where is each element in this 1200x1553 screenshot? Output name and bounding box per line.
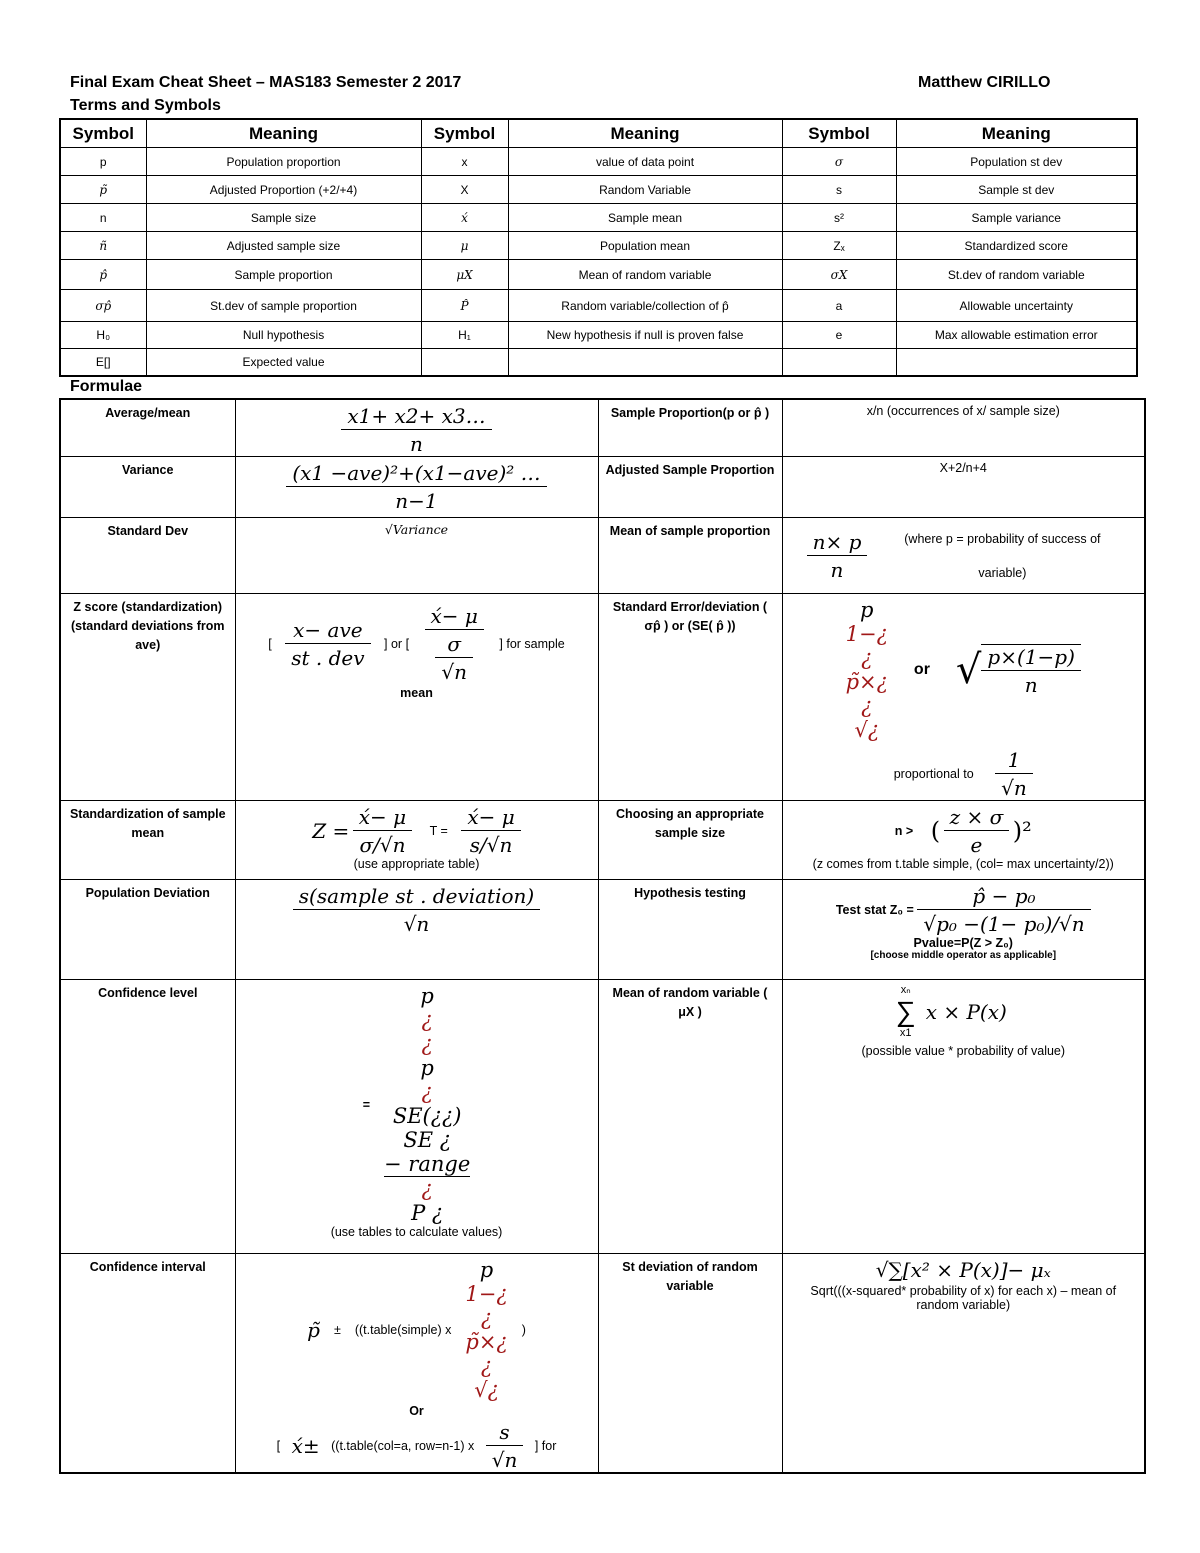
formula-cell xyxy=(235,880,598,980)
formula-label: Mean of random variable ( μX ) xyxy=(598,980,782,1254)
meaning-cell: St.dev of random variable xyxy=(896,260,1137,290)
symbol-cell: e xyxy=(782,322,896,349)
formula-note: (use tables to calculate values) xyxy=(330,1225,503,1239)
formula-label: Mean of sample proportion xyxy=(598,518,782,594)
formula-row xyxy=(60,880,1145,980)
formula-cell: Test stat Z₀ = $\frac{\text{p̂ − p₀}}{\text{√p₀ −(1− p₀)/√n}}$ Pvalue=P(Z > Z₀) [choose middle operator as applicable] xyxy=(782,880,1145,980)
formula-note: mean xyxy=(400,686,433,700)
formula-cell: Z = $\frac{x́- \mu}{\sigma/√n}$ T = $\frac{x́- \mu}{s/√n}$ (use appropriate table) xyxy=(235,801,598,880)
column-header: Symbol xyxy=(782,119,896,148)
confidence-level-stack: p ¿ ¿ p ¿ SE(¿¿) SE ¿ − range ¿ P ¿ xyxy=(384,984,471,1225)
formula-label: Average/mean xyxy=(60,399,235,457)
standardization-t-formula: $\frac{x́- \mu}{s/√n}$ xyxy=(461,805,520,857)
meaning-cell xyxy=(896,349,1137,376)
meaning-cell: Adjusted Proportion (+2/+4) xyxy=(146,176,421,204)
meaning-cell: Population st dev xyxy=(896,148,1137,176)
symbol-cell: σp̂ xyxy=(60,290,146,322)
formula-label: Sample Proportion(p or p̂ ) xyxy=(598,399,782,457)
symbol-cell: P̂ xyxy=(421,290,508,322)
meaning-cell: Population proportion xyxy=(146,148,421,176)
meaning-cell: Sample proportion xyxy=(146,260,421,290)
meaning-cell: Null hypothesis xyxy=(146,322,421,349)
formula-row xyxy=(60,399,1145,457)
symbol-cell: p xyxy=(60,148,146,176)
symbol-cell: n xyxy=(60,204,146,232)
meaning-cell: Population mean xyxy=(508,232,782,260)
formula-cell xyxy=(235,399,598,457)
meaning-cell: Sample size xyxy=(146,204,421,232)
formula-label: Standardization of sample mean xyxy=(60,801,235,880)
formula-row xyxy=(60,1254,1145,1474)
meaning-cell: New hypothesis if null is proven false xyxy=(508,322,782,349)
symbol-cell: ñ xyxy=(60,232,146,260)
formula-cell: p̃ ± ((t.table(simple) x p 1−¿ ¿ p̃×¿ ¿ √¿ ) Or [ x́± ((t.table(col=a, row=n-1) x $\frac{s}{√n}$ ] for xyxy=(235,1254,598,1474)
meaning-cell: value of data point xyxy=(508,148,782,176)
formula-label: Population Deviation xyxy=(60,880,235,980)
formula-cell xyxy=(782,980,1145,1254)
column-header: Symbol xyxy=(421,119,508,148)
terms-header-row xyxy=(60,119,1137,148)
meaning-cell: Max allowable estimation error xyxy=(896,322,1137,349)
formula-cell: = p ¿ ¿ p ¿ SE(¿¿) SE ¿ − range ¿ P ¿ (use tables to calculate values) xyxy=(235,980,598,1254)
formula-label: Confidence level xyxy=(60,980,235,1254)
table-row xyxy=(60,290,1137,322)
z-score-sample-formula: $\frac{x́- \mu}{\frac{\sigma}{√n}}$ xyxy=(425,604,484,684)
formula-note: (z comes from t.table simple, (col= max uncertainty/2)) xyxy=(812,857,1114,871)
test-statistic-formula: $\frac{\text{p̂ − p₀}}{\text{√p₀ −(1− p₀)/√n}}$ xyxy=(917,884,1090,936)
variance-formula: $\frac{\text{(x1 −ave)²+(x1−ave)² …}}{n-1}$ xyxy=(286,461,546,513)
symbol-cell: X xyxy=(421,176,508,204)
terms-table xyxy=(59,118,1138,377)
formula-row xyxy=(60,801,1145,880)
formula-cell xyxy=(782,518,1145,594)
table-row xyxy=(60,349,1137,376)
meaning-cell: Sample mean xyxy=(508,204,782,232)
standard-error-stack: p 1−¿ ¿ p̃×¿ ¿ √¿ xyxy=(845,598,888,742)
table-row xyxy=(60,232,1137,260)
sample-size-formula: $\frac{z \times \sigma}{e}$ xyxy=(944,805,1010,857)
symbol-cell: x xyxy=(421,148,508,176)
table-row xyxy=(60,148,1137,176)
confidence-interval-formula: $\frac{s}{√n}$ xyxy=(486,1420,524,1472)
symbol-cell: Zₓ xyxy=(782,232,896,260)
formula-cell xyxy=(235,457,598,518)
author-name: Matthew CIRILLO xyxy=(918,74,1051,91)
meaning-cell: Sample st dev xyxy=(896,176,1137,204)
meaning-cell: Random variable/collection of p̂ xyxy=(508,290,782,322)
meaning-cell: Sample variance xyxy=(896,204,1137,232)
table-row xyxy=(60,176,1137,204)
symbol-cell xyxy=(782,349,896,376)
meaning-cell xyxy=(508,349,782,376)
z-score-formula: $\frac{\text{x− ave}}{\text{st . dev}}$ xyxy=(285,618,370,670)
std-dev-formula: √Variance xyxy=(235,518,598,594)
table-row xyxy=(60,260,1137,290)
meaning-cell: Expected value xyxy=(146,349,421,376)
symbol-cell: a xyxy=(782,290,896,322)
formula-label: Confidence interval xyxy=(60,1254,235,1474)
formulae-table xyxy=(59,398,1146,1474)
symbol-cell: H₁ xyxy=(421,322,508,349)
column-header: Meaning xyxy=(508,119,782,148)
formula-label: Choosing an appropriate sample size xyxy=(598,801,782,880)
formula-note: (where p = probability of success of variable) xyxy=(904,532,1101,580)
table-row xyxy=(60,204,1137,232)
formula-label: Adjusted Sample Proportion xyxy=(598,457,782,518)
formula-label: Z score (standardization) (standard deviations from ave) xyxy=(60,594,235,801)
formula-cell: [ $\frac{\text{x− ave}}{\text{st . dev}}$ ] or [ $\frac{x́- \mu}{\frac{\sigma}{√n}}$ ] for sample mean xyxy=(235,594,598,801)
terms-heading: Terms and Symbols xyxy=(70,97,221,114)
column-header: Meaning xyxy=(896,119,1137,148)
formula-row xyxy=(60,518,1145,594)
proportional-formula: $\frac{1}{√n}$ xyxy=(995,748,1033,800)
sum-symbol: xₙ ∑ x1 xyxy=(895,984,916,1039)
meaning-cell: Adjusted sample size xyxy=(146,232,421,260)
std-dev-random-variable-formula: √∑[x² × P(x)]− μₓ xyxy=(875,1258,1051,1282)
formula-row xyxy=(60,594,1145,801)
symbol-cell: p̃ xyxy=(60,176,146,204)
page-title: Final Exam Cheat Sheet – MAS183 Semester 2 2017 xyxy=(70,74,462,91)
symbol-cell: μ xyxy=(421,232,508,260)
formula-label: Standard Dev xyxy=(60,518,235,594)
formulae-heading: Formulae xyxy=(70,378,143,395)
formula-label: Hypothesis testing xyxy=(598,880,782,980)
formula-cell: p 1−¿ ¿ p̃×¿ ¿ √¿ or √ $\frac{p\times(1-p)}{n}$ proportional to $\frac{1}{√n}$ xyxy=(782,594,1145,801)
symbol-cell: x́ xyxy=(421,204,508,232)
symbol-cell: H₀ xyxy=(60,322,146,349)
formula-cell: x/n (occurrences of x/ sample size) xyxy=(782,399,1145,457)
symbol-cell: E[] xyxy=(60,349,146,376)
standard-error-formula: √ $\frac{p\times(1-p)}{n}$ xyxy=(956,644,1081,697)
table-row xyxy=(60,322,1137,349)
formula-row xyxy=(60,980,1145,1254)
column-header: Meaning xyxy=(146,119,421,148)
meaning-cell: Allowable uncertainty xyxy=(896,290,1137,322)
standardization-z-formula: $\frac{x́- \mu}{\sigma/√n}$ xyxy=(353,805,412,857)
average-formula: $\frac{x1+ x2+ x3\dots}{n}$ xyxy=(341,404,491,456)
symbol-cell: s xyxy=(782,176,896,204)
formula-label: Variance xyxy=(60,457,235,518)
population-deviation-formula: $\frac{\text{s(sample st . deviation)}}{√n}$ xyxy=(293,884,540,936)
meaning-cell: Random Variable xyxy=(508,176,782,204)
symbol-cell: μX xyxy=(421,260,508,290)
p-value: Pvalue=P(Z > Z₀) xyxy=(913,936,1013,950)
symbol-cell: σ xyxy=(782,148,896,176)
formula-cell xyxy=(782,1254,1145,1474)
formula-label: St deviation of random variable xyxy=(598,1254,782,1474)
meaning-cell: Mean of random variable xyxy=(508,260,782,290)
formula-cell: X+2/n+4 xyxy=(782,457,1145,518)
formula-note: [choose middle operator as applicable] xyxy=(870,950,1057,961)
confidence-interval-stack: p 1−¿ ¿ p̃×¿ ¿ √¿ xyxy=(465,1258,508,1402)
formula-note: Sqrt(((x-squared* probability of x) for each x) – mean of random variable) xyxy=(810,1284,1117,1312)
formula-note: (use appropriate table) xyxy=(353,857,480,871)
meaning-cell: St.dev of sample proportion xyxy=(146,290,421,322)
formula-note: (possible value * probability of value) xyxy=(861,1044,1066,1058)
formula-row xyxy=(60,457,1145,518)
column-header: Symbol xyxy=(60,119,146,148)
formula-label: Standard Error/deviation ( σp̂ ) or (SE( p̂ )) xyxy=(598,594,782,801)
symbol-cell xyxy=(421,349,508,376)
mean-sample-proportion-formula: $\frac{n\times p}{n}$ xyxy=(807,530,868,582)
symbol-cell: s² xyxy=(782,204,896,232)
meaning-cell: Standardized score xyxy=(896,232,1137,260)
symbol-cell: p̂ xyxy=(60,260,146,290)
mean-random-variable-formula: x × P(x) xyxy=(925,1000,1007,1024)
symbol-cell: σX xyxy=(782,260,896,290)
formula-cell: n > ( $\frac{z \times \sigma}{e}$ )² (z comes from t.table simple, (col= max uncertainty/2)) xyxy=(782,801,1145,880)
